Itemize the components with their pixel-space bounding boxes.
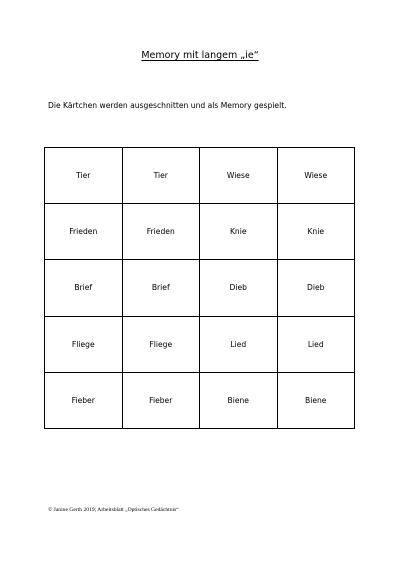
memory-card: Lied [277,316,355,372]
card-row [45,372,355,428]
copyright-footer: © Janine Gerth 2019; Arbeitsblatt „Optisches Gedächtnis“ [48,507,179,513]
memory-card: Brief [45,260,123,316]
memory-card: Biene [277,372,355,428]
memory-card: Frieden [45,204,123,260]
memory-card: Wiese [277,148,355,204]
memory-card: Fieber [45,372,123,428]
memory-card: Brief [122,260,200,316]
memory-card: Biene [200,372,278,428]
memory-card: Frieden [122,204,200,260]
memory-card: Fliege [122,316,200,372]
card-row [45,204,355,260]
memory-card: Knie [277,204,355,260]
card-row [45,260,355,316]
memory-card: Wiese [200,148,278,204]
page-title: Memory mit langem „ie“ [141,50,259,61]
memory-card: Knie [200,204,278,260]
memory-card: Dieb [277,260,355,316]
memory-card: Fliege [45,316,123,372]
card-row [45,316,355,372]
instruction-text: Die Kärtchen werden ausgeschnitten und als Memory gespielt. [48,101,287,110]
memory-card: Tier [45,148,123,204]
memory-card: Lied [200,316,278,372]
memory-card-grid [44,147,355,429]
memory-card: Dieb [200,260,278,316]
memory-card: Fieber [122,372,200,428]
card-row [45,148,355,204]
memory-card: Tier [122,148,200,204]
